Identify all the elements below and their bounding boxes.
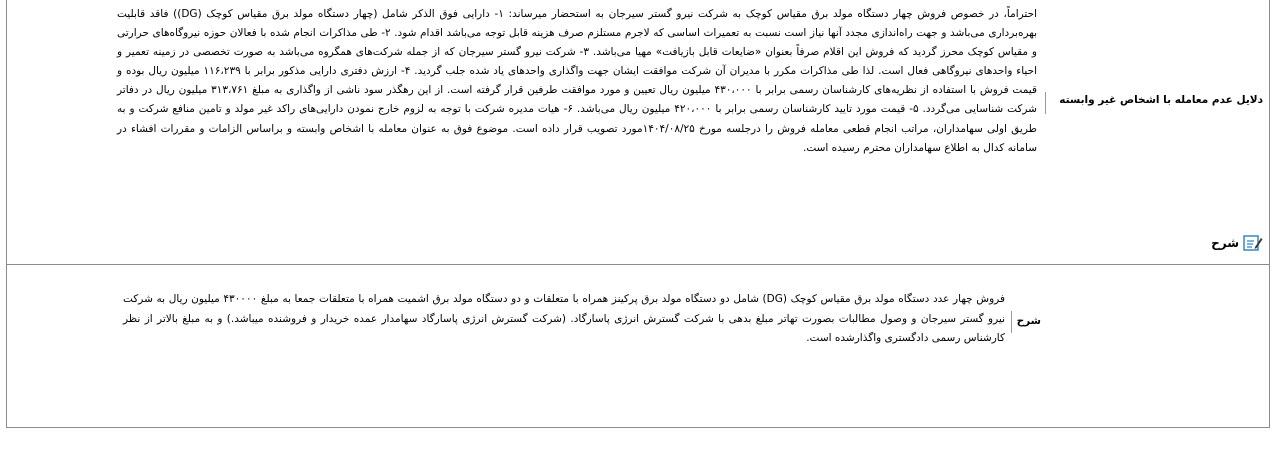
- disclosure-panel: [6, 0, 1270, 428]
- sharh-header-label: شرح: [1211, 236, 1239, 250]
- reasons-label: دلایل عدم معامله با اشخاص غیر وابسته: [1059, 94, 1263, 106]
- reasons-text: احتراماً، در خصوص فروش چهار دستگاه مولد برق مقیاس کوچک به شرکت نیرو گستر سیرجان به استحضار میرساند: ۱- دارایی فوق الذکر شامل (چهار دستگاه مولد برق مقیاس کوچک (DG)) فاقد قابلیت بهره‌برداری می‌باشد و جهت راه‌اندازی مجدد آنها نیاز است نسبت به تعمیرات اساسی که لاجرم مستلزم صرف هزینه قابل توجه می‌باشد اقدام شود. ۲- طی مذاکرات انجام شده با فعالان حوزه نیروگاه‌های حرارتی و مقیاس کوچک محرز گردید که فروش این اقلام صرفاً بعنوان «ضایعات قابل بازیافت» مهیا می‌باشد. ۳- شرکت نیرو گستر سیرجان که از جمله شرکت‌های همگروه می‌باشد به صورت تخصصی در زمینه تعمیر و احیاء واحدهای نیروگاهی فعال است. لذا طی مذاکرات مکرر با مدیران آن شرکت موافقت ایشان جهت واگذاری واحدهای یاد شده جلب گردید. ۴- ارزش دفتری دارایی مذکور برابر با ۱۱۶،۲۳۹ میلیون ریال بوده و قیمت فروش با استفاده از نظریه‌های کارشناسان رسمی برابر با ۴۳۰،۰۰۰ میلیون ریال تعیین و مورد موافقت طرفین قرار گرفته است. از این رهگذر سود ناشی از واگذاری به مبلغ ۳۱۳،۷۶۱ میلیون ریال در دفاتر شرکت شناسایی می‌گردد. ۵- قیمت مورد تایید کارشناسان رسمی برابر با ۴۲۰،۰۰۰ میلیون ریال می‌باشد. ۶- هیات مدیره شرکت با توجه به لزوم خارج نمودن دارایی‌های راکد غیر مولد و تامین منافع شرکت و به طریق اولی سهامداران، مراتب انجام قطعی معامله فروش را درجلسه مورخ ۱۴۰۴/۰۸/۲۵مورد تصویب قرار داده است. موضوع فوق به عنوان معامله با اشخاص وابسته و براساس الزامات و مقررات افشاء در سامانه کدال به اطلاع سهامداران محترم رسیده است.: [117, 8, 1037, 154]
- description-label: شرح: [1016, 315, 1041, 327]
- field-divider: [1045, 92, 1046, 114]
- edit-note-icon: [1243, 234, 1263, 252]
- description-text: فروش چهار عدد دستگاه مولد برق مقیاس کوچک (DG) شامل دو دستگاه مولد برق پرکینز همراه با متعلقات و دو دستگاه مولد برق اشمیت همراه با متعلقات جمعا به مبلغ ۴۳۰۰۰۰ میلیون ریال به شرکت نیرو گستر سیرجان و وصول مطالبات بصورت تهاتر مبلغ بدهی با شرکت گسترش انرژی پاسارگاد. (شرکت گسترش انرژی پاسارگاد سهامدار عمده خریدار و فروشنده میباشد.) و به مبلغ بالاتر از نظر کارشناس رسمی دادگستری واگذارشده است.: [123, 293, 1005, 344]
- description-row: [7, 265, 1269, 427]
- reasons-row: [7, 0, 1269, 232]
- sharh-section-header: [1211, 233, 1263, 253]
- field-divider: [1011, 311, 1012, 333]
